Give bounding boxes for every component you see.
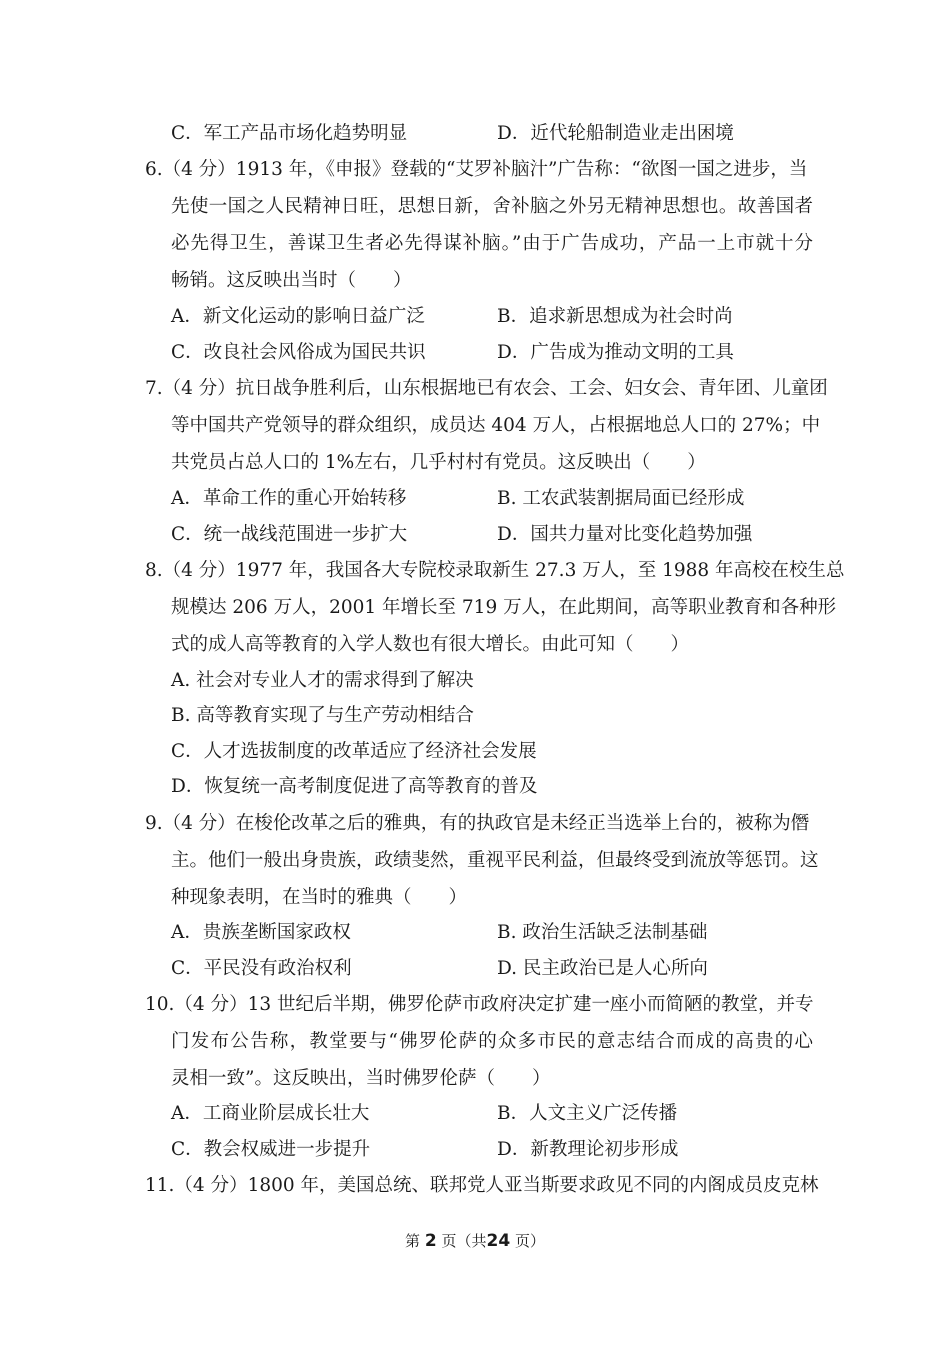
q6-option-c: C．改良社会风俗成为国民共识 [171,342,426,363]
footer-total-pages: 24 [486,1231,511,1251]
q10-option-c: C．教会权威进一步提升 [171,1139,371,1160]
q9-stem-line-2: 主。他们一般出身贵族，政绩斐然，重视平民利益，但最终受到流放等惩罚。这 [171,850,819,871]
q10-stem-line-2: 门发布公告称，教堂要与“佛罗伦萨的众多市民的意志结合而成的高贵的心 [171,1031,813,1052]
q9-stem-line-1: 9.（4 分）在梭伦改革之后的雅典，有的执政官是未经正当选举上台的，被称为僭 [145,813,810,834]
q6-option-a: A．新文化运动的影响日益广泛 [171,306,425,327]
q5-option-c: C．军工产品市场化趋势明显 [171,123,408,144]
q5-option-d: D．近代轮船制造业走出困境 [497,123,734,144]
q8-stem-line-2: 规模达 206 万人，2001 年增长至 719 万人，在此期间，高等职业教育和各种形 [171,597,837,618]
q7-stem-line-1: 7.（4 分）抗日战争胜利后，山东根据地已有农会、工会、妇女会、青年团、儿童团 [145,378,828,399]
q9-option-b: B. 政治生活缺乏法制基础 [497,922,708,943]
q6-option-b: B．追求新思想成为社会时尚 [497,306,733,327]
footer-suffix: 页） [514,1232,545,1250]
q7-option-d: D．国共力量对比变化趋势加强 [497,524,753,545]
q9-option-a: A．贵族垄断国家政权 [171,922,351,943]
q7-option-c: C．统一战线范围进一步扩大 [171,524,408,545]
q7-stem-line-2: 等中国共产党领导的群众组织，成员达 404 万人，占根据地总人口的 27%；中 [171,415,821,436]
page-footer [0,1230,950,1252]
q9-option-d: D. 民主政治已是人心所向 [497,958,708,979]
footer-middle: 页（共 [441,1232,487,1250]
footer-prefix: 第 [405,1232,421,1250]
q6-stem-line-3: 必先得卫生，善谋卫生者必先得谋补脑。”由于广告成功，产品一上市就十分 [171,233,813,254]
q11-stem-line-1: 11.（4 分）1800 年，美国总统、联邦党人亚当斯要求政见不同的内阁成员皮克林 [145,1175,819,1196]
q8-option-a: A. 社会对专业人才的需求得到了解决 [171,670,474,691]
q6-stem-line-4: 畅销。这反映出当时（ ） [171,270,412,291]
q6-stem-line-2: 先使一国之人民精神日旺，思想日新，舍补脑之外另无精神思想也。故善国者 [171,196,813,217]
q7-option-b: B. 工农武装割据局面已经形成 [497,488,745,509]
q9-stem-line-3: 种现象表明，在当时的雅典（ ） [171,887,468,908]
q10-option-d: D．新教理论初步形成 [497,1139,679,1160]
q7-stem-line-3: 共党员占总人口的 1%左右，几乎村村有党员。这反映出（ ） [171,452,706,473]
q8-stem-line-3: 式的成人高等教育的入学人数也有很大增长。由此可知（ ） [171,634,690,655]
q10-stem-line-1: 10.（4 分）13 世纪后半期，佛罗伦萨市政府决定扩建一座小而简陋的教堂，并专 [145,994,814,1015]
q10-stem-line-3: 灵相一致”。这反映出，当时佛罗伦萨（ ） [171,1068,551,1089]
q10-option-b: B．人文主义广泛传播 [497,1103,678,1124]
q9-option-c: C．平民没有政治权利 [171,958,352,979]
q8-stem-line-1: 8.（4 分）1977 年，我国各大专院校录取新生 27.3 万人，至 1988 年高校在校生总 [145,560,845,581]
q6-option-d: D．广告成为推动文明的工具 [497,342,734,363]
q8-option-d: D．恢复统一高考制度促进了高等教育的普及 [171,776,538,797]
q6-stem-line-1: 6.（4 分）1913 年，《申报》登载的“艾罗补脑汁”广告称：“欲图一国之进步，当 [145,159,808,180]
q7-option-a: A．革命工作的重心开始转移 [171,488,407,509]
q8-option-b: B. 高等教育实现了与生产劳动相结合 [171,705,474,726]
q8-option-c: C．人才选拔制度的改革适应了经济社会发展 [171,741,537,762]
q10-option-a: A．工商业阶层成长壮大 [171,1103,370,1124]
footer-page-number: 2 [424,1231,437,1251]
